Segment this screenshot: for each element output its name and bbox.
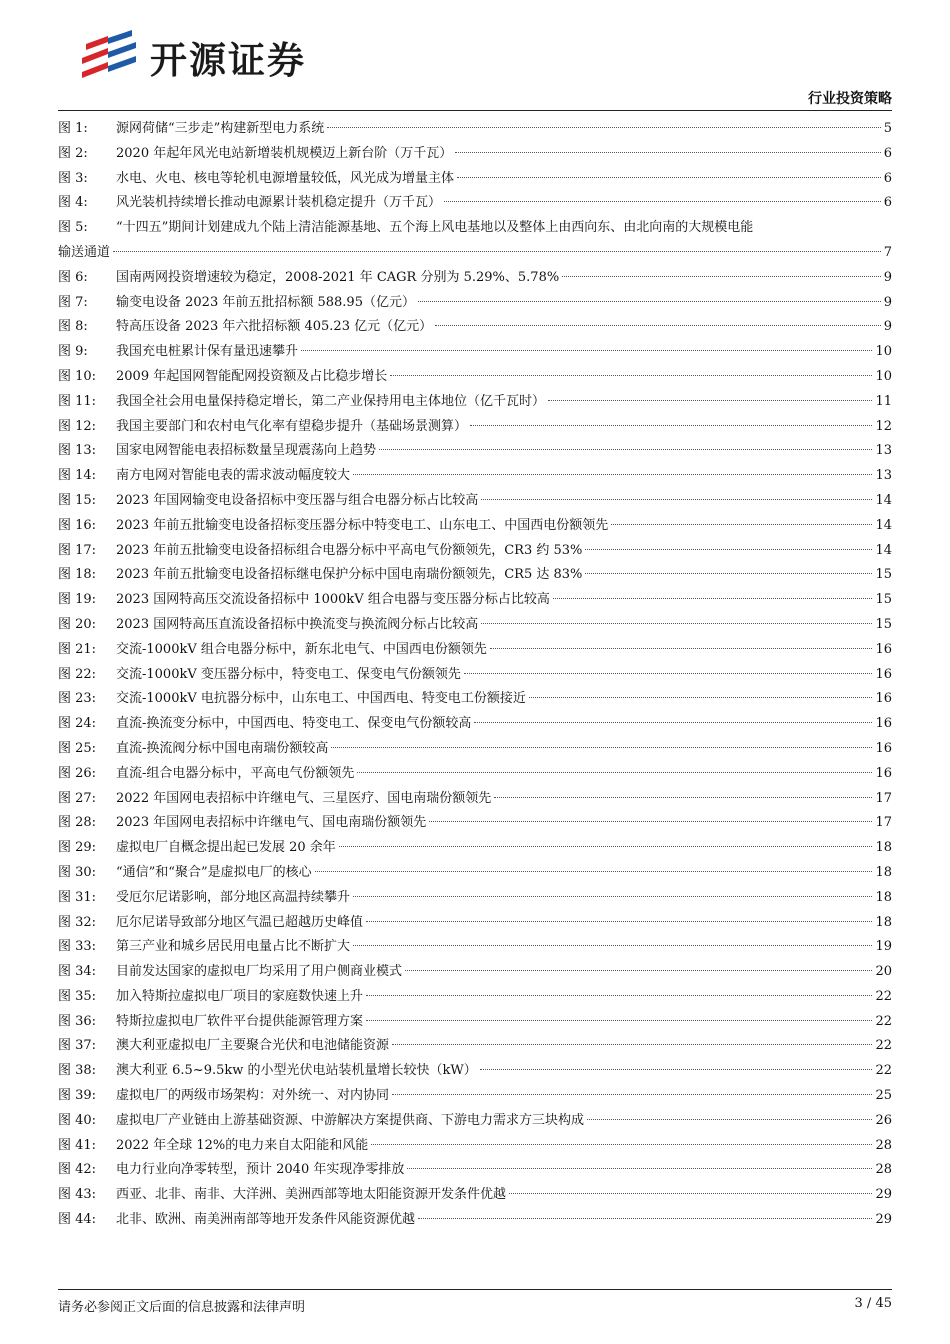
toc-page-number: 25 — [875, 1088, 892, 1104]
toc-figure-number: 图 4: — [58, 195, 88, 211]
footer-page-number: 3 / 45 — [854, 1296, 892, 1311]
toc-leader-dots — [585, 573, 872, 574]
toc-figure-title: 2022 年国网电表招标中许继电气、三星医疗、国电南瑞份额领先 — [116, 790, 492, 806]
toc-page-number: 28 — [875, 1162, 892, 1178]
toc-figure-title: 2023 国网特高压交流设备招标中 1000kV 组合电器与变压器分标占比较高 — [116, 592, 550, 608]
toc-leader-dots — [390, 375, 872, 376]
toc-figure-title: 风光装机持续增长推动电源累计装机稳定提升（万千瓦） — [116, 195, 442, 211]
toc-page-number: 18 — [875, 914, 892, 930]
toc-figure-number: 图 17: — [58, 542, 97, 558]
toc-figure-number: 图 34: — [58, 964, 97, 980]
toc-entry[interactable] — [58, 315, 892, 340]
toc-figure-number: 图 39: — [58, 1088, 97, 1104]
toc-figure-title: 2023 国网特高压直流设备招标中换流变与换流阀分标占比较高 — [116, 616, 479, 632]
toc-leader-dots — [113, 251, 881, 252]
toc-page-number: 14 — [875, 542, 892, 558]
toc-entry[interactable] — [58, 464, 892, 489]
toc-figure-title-continued: 输送通道 — [58, 244, 111, 260]
toc-leader-dots — [327, 127, 880, 128]
toc-figure-number: 图 33: — [58, 939, 97, 955]
toc-page-number: 26 — [875, 1112, 892, 1128]
toc-figure-number: 图 35: — [58, 988, 97, 1004]
toc-page-number: 15 — [875, 567, 892, 583]
toc-page-number: 16 — [875, 641, 892, 657]
toc-leader-dots — [481, 499, 872, 500]
toc-figure-number: 图 27: — [58, 790, 97, 806]
toc-figure-number: 图 41: — [58, 1137, 97, 1153]
toc-page-number: 18 — [875, 864, 892, 880]
toc-leader-dots — [418, 301, 881, 302]
toc-figure-number: 图 11: — [58, 393, 97, 409]
toc-figure-title: 厄尔尼诺导致部分地区气温已超越历史峰值 — [116, 914, 364, 930]
toc-leader-dots — [464, 673, 873, 674]
toc-figure-title: 北非、欧洲、南美洲南部等地开发条件风能资源优越 — [116, 1212, 416, 1228]
toc-figure-title: 我国全社会用电量保持稳定增长，第二产业保持用电主体地位（亿千瓦时） — [116, 393, 546, 409]
toc-figure-number: 图 37: — [58, 1038, 97, 1054]
toc-figure-number: 图 3: — [58, 170, 88, 186]
toc-leader-dots — [392, 1094, 872, 1095]
footer-divider — [58, 1289, 892, 1290]
toc-page-number: 9 — [883, 269, 892, 285]
toc-entry[interactable] — [58, 415, 892, 440]
toc-leader-dots — [301, 350, 872, 351]
toc-page-number: 15 — [875, 616, 892, 632]
toc-figure-title: 2023 年前五批输变电设备招标变压器分标中特变电工、山东电工、中国西电份额领先 — [116, 517, 609, 533]
toc-page-number: 15 — [875, 592, 892, 608]
toc-figure-number: 图 44: — [58, 1212, 97, 1228]
toc-leader-dots — [339, 846, 873, 847]
toc-leader-dots — [366, 921, 872, 922]
toc-page-number: 10 — [875, 368, 892, 384]
toc-figure-title: 2023 年前五批输变电设备招标组合电器分标中平高电气份额领先，CR3 约 53% — [116, 542, 583, 558]
toc-page-number: 5 — [883, 121, 892, 136]
toc-entry[interactable] — [58, 712, 892, 737]
toc-entry[interactable] — [58, 985, 892, 1010]
toc-page-number: 7 — [883, 244, 892, 260]
toc-figure-title: 2020 年起年风光电站新增装机规模迈上新台阶（万千瓦） — [116, 145, 453, 161]
toc-entry[interactable] — [58, 960, 892, 985]
toc-figure-title: 澳大利亚 6.5~9.5kw 的小型光伏电站装机量增长较快（kW） — [116, 1063, 477, 1079]
toc-figure-number: 图 28: — [58, 815, 97, 831]
toc-figure-number: 图 25: — [58, 740, 97, 756]
toc-leader-dots — [509, 1193, 872, 1194]
toc-entry[interactable] — [58, 762, 892, 787]
toc-leader-dots — [562, 276, 881, 277]
toc-leader-dots — [611, 524, 872, 525]
toc-figure-title: 直流-换流变分标中，中国西电、特变电工、保变电气份额较高 — [116, 716, 472, 732]
toc-figure-title: 2023 年国网输变电设备招标中变压器与组合电器分标占比较高 — [116, 492, 479, 508]
toc-figure-title: 国南两网投资增速较为稳定，2008-2021 年 CAGR 分别为 5.29%、5.78% — [116, 269, 560, 285]
toc-page-number: 29 — [875, 1212, 892, 1228]
toc-figure-number: 图 36: — [58, 1013, 97, 1029]
toc-page-number: 9 — [883, 319, 892, 335]
toc-entry[interactable] — [58, 1010, 892, 1035]
toc-figure-title: 虚拟电厂的两级市场架构：对外统一、对内协同 — [116, 1088, 390, 1104]
toc-leader-dots — [392, 1044, 872, 1045]
toc-figure-number: 图 31: — [58, 889, 97, 905]
toc-entry[interactable] — [58, 563, 892, 588]
toc-figure-number: 图 19: — [58, 592, 97, 608]
toc-leader-dots — [529, 697, 873, 698]
toc-figure-number: 图 29: — [58, 840, 97, 856]
toc-figure-number: 图 20: — [58, 616, 97, 632]
toc-figure-title: 西亚、北非、南非、大洋洲、美洲西部等地太阳能资源开发条件优越 — [116, 1187, 507, 1203]
toc-figure-title: 水电、火电、核电等轮机电源增量较低，风光成为增量主体 — [116, 170, 455, 186]
toc-figure-number: 图 43: — [58, 1187, 97, 1203]
toc-leader-dots — [405, 970, 872, 971]
toc-entry[interactable] — [58, 390, 892, 415]
toc-page-number: 6 — [883, 195, 892, 211]
toc-entry[interactable] — [58, 861, 892, 886]
toc-entry[interactable] — [58, 142, 892, 167]
toc-page-number: 14 — [875, 517, 892, 533]
toc-entry[interactable] — [58, 489, 892, 514]
toc-figure-title: 我国主要部门和农村电气化率有望稳步提升（基础场景测算） — [116, 418, 468, 434]
header-divider — [58, 110, 892, 111]
toc-leader-dots — [366, 995, 872, 996]
toc-entry[interactable] — [58, 1109, 892, 1134]
toc-entry[interactable] — [58, 117, 892, 142]
toc-figure-title: 2023 年前五批输变电设备招标继电保护分标中国电南瑞份额领先，CR5 达 83% — [116, 567, 583, 583]
toc-page-number: 22 — [875, 1013, 892, 1029]
toc-figure-number: 图 9: — [58, 344, 88, 360]
toc-entry[interactable] — [58, 1208, 892, 1233]
toc-figure-title: 2009 年起国网智能配网投资额及占比稳步增长 — [116, 368, 388, 384]
toc-page-number: 18 — [875, 889, 892, 905]
toc-page-number: 14 — [875, 492, 892, 508]
toc-entry[interactable] — [58, 811, 892, 836]
toc-figure-title: 源网荷储“三步走”构建新型电力系统 — [116, 121, 325, 136]
toc-entry[interactable] — [58, 1084, 892, 1109]
toc-entry[interactable] — [58, 663, 892, 688]
toc-entry[interactable] — [58, 935, 892, 960]
toc-page-number: 16 — [875, 666, 892, 682]
toc-figure-title: 国家电网智能电表招标数量呈现震荡向上趋势 — [116, 443, 377, 459]
toc-entry[interactable] — [58, 340, 892, 365]
toc-figure-title: 南方电网对智能电表的需求波动幅度较大 — [116, 468, 351, 484]
toc-figure-number: 图 22: — [58, 666, 97, 682]
toc-page-number: 17 — [875, 815, 892, 831]
toc-figure-title: 交流-1000kV 变压器分标中，特变电工、保变电气份额领先 — [116, 666, 461, 682]
toc-entry[interactable] — [58, 588, 892, 613]
toc-entry[interactable] — [58, 365, 892, 390]
toc-entry[interactable] — [58, 291, 892, 316]
toc-entry[interactable] — [58, 1034, 892, 1059]
toc-figure-number: 图 7: — [58, 294, 88, 310]
toc-entry[interactable] — [58, 1183, 892, 1208]
toc-figure-number: 图 38: — [58, 1063, 97, 1079]
toc-figure-title: 输变电设备 2023 年前五批招标额 588.95（亿元） — [116, 294, 415, 310]
toc-page-number: 20 — [875, 964, 892, 980]
toc-leader-dots — [429, 821, 872, 822]
toc-figure-title: 第三产业和城乡居民用电量占比不断扩大 — [116, 939, 351, 955]
toc-figure-title: 目前发达国家的虚拟电厂均采用了用户侧商业模式 — [116, 964, 403, 980]
toc-leader-dots — [490, 648, 873, 649]
toc-entry[interactable] — [58, 167, 892, 192]
toc-leader-dots — [357, 772, 872, 773]
figure-list — [58, 117, 892, 1233]
brand-name: 开源证券 — [150, 39, 306, 82]
toc-entry[interactable] — [58, 1134, 892, 1159]
toc-figure-number: 图 21: — [58, 641, 97, 657]
toc-figure-number: 图 1: — [58, 121, 88, 136]
toc-leader-dots — [379, 449, 872, 450]
toc-figure-number: 图 32: — [58, 914, 97, 930]
toc-page-number: 22 — [875, 1063, 892, 1079]
toc-leader-dots — [353, 896, 872, 897]
brand-mark-icon — [78, 28, 140, 86]
toc-leader-dots — [444, 201, 881, 202]
footer-disclaimer: 请务必参阅正文后面的信息披露和法律声明 — [58, 1300, 306, 1315]
toc-entry[interactable] — [58, 439, 892, 464]
toc-leader-dots — [585, 549, 872, 550]
toc-figure-number: 图 42: — [58, 1162, 97, 1178]
toc-page-number: 28 — [875, 1137, 892, 1153]
toc-entry[interactable] — [58, 216, 892, 266]
toc-leader-dots — [366, 1020, 872, 1021]
toc-leader-dots — [494, 797, 872, 798]
toc-page-number: 22 — [875, 1038, 892, 1054]
report-type-label: 行业投资策略 — [808, 91, 892, 107]
toc-leader-dots — [353, 945, 872, 946]
toc-entry[interactable] — [58, 687, 892, 712]
toc-page-number: 19 — [875, 939, 892, 955]
toc-leader-dots — [470, 425, 872, 426]
toc-leader-dots — [455, 152, 881, 153]
toc-leader-dots — [407, 1168, 872, 1169]
toc-page-number: 18 — [875, 840, 892, 856]
toc-page-number: 9 — [883, 294, 892, 310]
toc-figure-title: 特斯拉虚拟电厂软件平台提供能源管理方案 — [116, 1013, 364, 1029]
toc-leader-dots — [548, 400, 872, 401]
toc-entry[interactable] — [58, 613, 892, 638]
toc-entry[interactable] — [58, 737, 892, 762]
toc-leader-dots — [481, 623, 872, 624]
toc-entry[interactable] — [58, 1059, 892, 1084]
toc-figure-title: 2023 年国网电表招标中许继电气、国电南瑞份额领先 — [116, 815, 427, 831]
toc-figure-title: 直流-组合电器分标中，平高电气份额领先 — [116, 765, 355, 781]
toc-leader-dots — [587, 1119, 872, 1120]
toc-figure-number: 图 10: — [58, 368, 97, 384]
toc-leader-dots — [418, 1218, 872, 1219]
toc-page-number: 13 — [875, 468, 892, 484]
toc-figure-number: 图 23: — [58, 691, 97, 707]
toc-figure-title: 我国充电桩累计保有量迅速攀升 — [116, 344, 299, 360]
toc-figure-number: 图 14: — [58, 468, 97, 484]
toc-figure-title: “通信”和“聚合”是虚拟电厂的核心 — [116, 864, 312, 880]
toc-entry[interactable] — [58, 911, 892, 936]
toc-page-number: 11 — [875, 393, 892, 409]
toc-page-number: 6 — [883, 170, 892, 186]
toc-entry[interactable] — [58, 638, 892, 663]
toc-leader-dots — [457, 177, 881, 178]
toc-figure-number: 图 6: — [58, 269, 88, 285]
toc-figure-number: 图 26: — [58, 765, 97, 781]
toc-figure-number: 图 18: — [58, 567, 97, 583]
toc-figure-number: 图 12: — [58, 418, 97, 434]
toc-figure-title: 直流-换流阀分标中国电南瑞份额较高 — [116, 740, 329, 756]
toc-leader-dots — [315, 871, 873, 872]
toc-leader-dots — [553, 598, 873, 599]
toc-figure-title: 虚拟电厂产业链由上游基础资源、中游解决方案提供商、下游电力需求方三块构成 — [116, 1112, 585, 1128]
toc-leader-dots — [480, 1069, 873, 1070]
toc-entry[interactable] — [58, 836, 892, 861]
toc-page-number: 22 — [875, 988, 892, 1004]
toc-figure-number: 图 40: — [58, 1112, 97, 1128]
brand-logo — [78, 28, 306, 86]
toc-figure-number: 图 2: — [58, 145, 88, 161]
toc-figure-title: 特高压设备 2023 年六批招标额 405.23 亿元（亿元） — [116, 319, 433, 335]
toc-leader-dots — [435, 325, 881, 326]
toc-page-number: 6 — [883, 145, 892, 161]
toc-page-number: 17 — [875, 790, 892, 806]
toc-figure-title: 电力行业向净零转型，预计 2040 年实现净零排放 — [116, 1162, 405, 1178]
toc-figure-number: 图 5: — [58, 220, 88, 236]
toc-page-number: 16 — [875, 716, 892, 732]
toc-figure-number: 图 13: — [58, 443, 97, 459]
toc-figure-number: 图 24: — [58, 716, 97, 732]
toc-page-number: 16 — [875, 691, 892, 707]
toc-page-number: 10 — [875, 344, 892, 360]
toc-page-number: 16 — [875, 765, 892, 781]
toc-entry[interactable] — [58, 191, 892, 216]
toc-entry[interactable] — [58, 514, 892, 539]
toc-figure-number: 图 8: — [58, 319, 88, 335]
toc-figure-title: 虚拟电厂自概念提出起已发展 20 余年 — [116, 840, 336, 856]
toc-page-number: 29 — [875, 1187, 892, 1203]
toc-page-number: 16 — [875, 740, 892, 756]
toc-leader-dots — [474, 722, 872, 723]
toc-leader-dots — [353, 474, 872, 475]
toc-figure-title: 交流-1000kV 组合电器分标中，新东北电气、中国西电份额领先 — [116, 641, 487, 657]
toc-figure-title: “十四五”期间计划建成九个陆上清洁能源基地、五个海上风电基地以及整体上由西向东、由北向南的大规模电能 — [116, 220, 754, 236]
toc-entry[interactable] — [58, 787, 892, 812]
toc-figure-number: 图 30: — [58, 864, 97, 880]
toc-entry[interactable] — [58, 539, 892, 564]
toc-figure-title: 加入特斯拉虚拟电厂项目的家庭数快速上升 — [116, 988, 364, 1004]
toc-page-number: 13 — [875, 443, 892, 459]
toc-entry[interactable] — [58, 1158, 892, 1183]
toc-figure-title: 澳大利亚虚拟电厂主要聚合光伏和电池储能资源 — [116, 1038, 390, 1054]
toc-figure-number: 图 16: — [58, 517, 97, 533]
toc-entry[interactable] — [58, 886, 892, 911]
toc-leader-dots — [331, 747, 872, 748]
toc-figure-number: 图 15: — [58, 492, 97, 508]
toc-figure-title: 受厄尔尼诺影响，部分地区高温持续攀升 — [116, 889, 351, 905]
toc-leader-dots — [371, 1144, 872, 1145]
toc-page-number: 12 — [875, 418, 892, 434]
toc-figure-title: 交流-1000kV 电抗器分标中，山东电工、中国西电、特变电工份额接近 — [116, 691, 526, 707]
toc-entry[interactable] — [58, 266, 892, 291]
toc-figure-title: 2022 年全球 12%的电力来自太阳能和风能 — [116, 1137, 369, 1153]
